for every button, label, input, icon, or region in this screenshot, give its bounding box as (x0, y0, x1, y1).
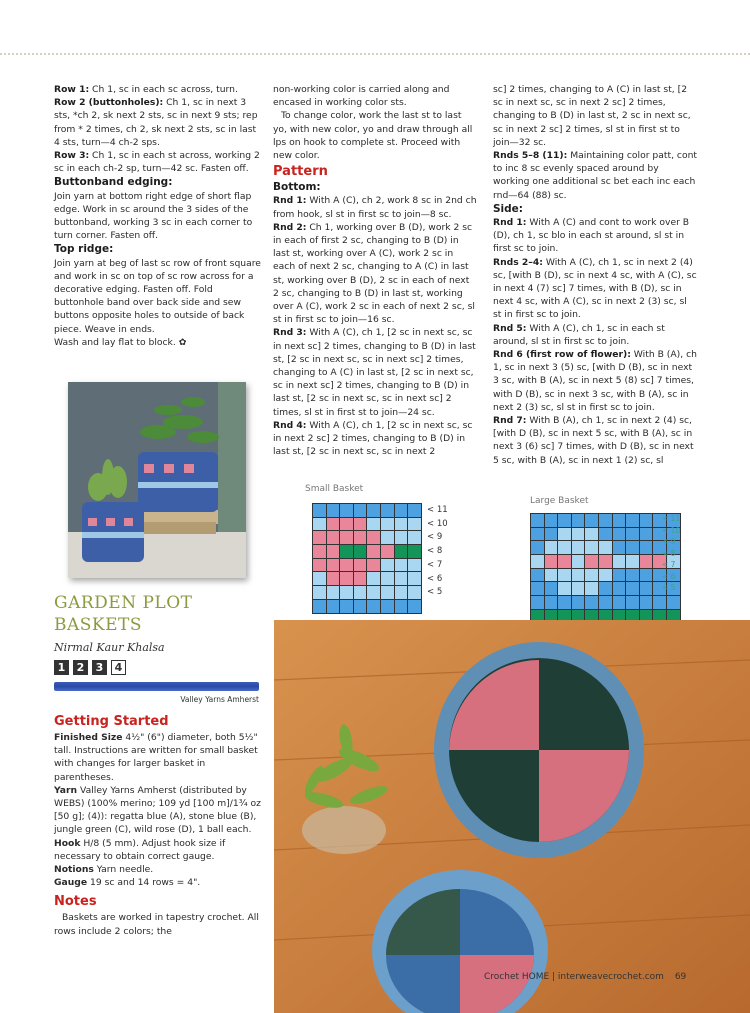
chart-cell (313, 559, 326, 572)
continued-text: sc] 2 times, changing to A (C) in last st, [2 sc in next sc, sc in next 2 sc] 2 times, changing to B (D) in last st, 2 sc in next sc, sc in next 2 sc] 2 times, sl st in first st to join—32 sc. (493, 84, 691, 148)
rnd-1-text: Rnd 1: With A (C), ch 2, work 8 sc in 2nd ch from hook, sl st in first sc to join—8 sc. (273, 195, 477, 220)
chart-cell (367, 600, 380, 613)
chart-cell (327, 545, 340, 558)
chart-cell (572, 541, 585, 554)
chart-cell (395, 572, 408, 585)
chart-cell (599, 514, 612, 527)
top-ridge-text: Join yarn at beg of last sc row of front square and work in sc on top of sc row across for a decorative edging. Fasten off. Fold buttonhole band over back side and sew buttons opposite holes to outside of back piece. Weave in ends. (54, 257, 261, 335)
skill-level-icons (54, 660, 126, 675)
finished-size-text: Finished Size 4½" (6") diameter, both 5½" tall. Instructions are written for small basket with changes for larger basket in parentheses. (54, 732, 258, 783)
chart-cell (667, 596, 680, 609)
chart-row-label: < 8 (427, 546, 443, 557)
chart-cell (313, 531, 326, 544)
chart-cell (531, 596, 544, 609)
chart-cell (340, 572, 353, 585)
column-3 (493, 83, 698, 467)
rnd-4-text: Rnd 4: With A (C), ch 1, [2 sc in next sc, sc in next 2 sc] 2 times, changing to B (D) in last st, [2 sc in next sc, sc in next 2 (273, 419, 473, 458)
chart-cell (327, 572, 340, 585)
chart-row-label: < 5 (427, 587, 443, 598)
chart-cell (381, 531, 394, 544)
rnd-3-text: Rnd 3: With A (C), ch 1, [2 sc in next sc, sc in next sc] 2 times, changing to B (D) in last st, [2 sc in next sc, sc in next sc] 2 times, changing to A (C) in last st, [2 sc in next sc, sc in next sc] 2 times, changing to B (D) in last st, [2 sc in next sc, sc in next sc] 2 times, sl st in first st to join—24 sc. (273, 327, 476, 418)
chart-cell (395, 559, 408, 572)
top-dotted-rule (0, 53, 750, 55)
chart-row-label: < 6 (427, 573, 443, 584)
chart-cell (381, 545, 394, 558)
end-mark-icon: ✿ (178, 336, 187, 348)
gauge-text: Gauge 19 sc and 14 rows = 4". (54, 877, 201, 889)
chart-cell (585, 528, 598, 541)
rnd-2-text: Rnd 2: Ch 1, working over B (D), work 2 sc in each of first 2 sc, changing to B (D) in last st, working over A (C), work 2 sc in each of next 2 sc, changing to A (C) in last st, working over B (D), 2 sc in each of next 2 sc, changing to B (D) in last st, working over A (C), work 2 sc in each of next 2 sc, sl st in first sc to join—16 sc. (273, 221, 475, 326)
chart-cell (558, 528, 571, 541)
chart-row-label: < 9 (427, 532, 443, 543)
notes-text: Baskets are worked in tapestry crochet. All rows include 2 colors; the (54, 912, 259, 937)
chart-cell (626, 541, 639, 554)
row-2-text: Row 2 (buttonholes): Ch 1, sc in next 3 sts, *ch 2, sk next 2 sts, sc in next 9 sts; rep from * 2 times, ch 2, sk next 2 sts, sc in last 4 sts, turn—4 ch-2 sps. (54, 97, 258, 148)
bottom-heading: Bottom: (273, 181, 321, 194)
color-change-text: To change color, work the last st to last yo, with new color, yo and draw through all lps on hook to complete st. Proceed with new color. (273, 110, 473, 162)
chart-cell (613, 596, 626, 609)
chart-cell (531, 528, 544, 541)
chart-cell (640, 582, 653, 595)
chart-cell (545, 541, 558, 554)
chart-cell (626, 528, 639, 541)
chart-cell (408, 572, 421, 585)
top-ridge-heading: Top ridge: (54, 243, 114, 256)
chart-cell (640, 569, 653, 582)
chart-cell (613, 582, 626, 595)
chart-cell (640, 555, 653, 568)
chart-cell (640, 596, 653, 609)
chart-cell (395, 545, 408, 558)
chart-cell (545, 528, 558, 541)
chart-cell (613, 514, 626, 527)
chart-cell (354, 586, 367, 599)
chart-cell (531, 555, 544, 568)
chart-cell (545, 555, 558, 568)
chart-row-label: < 11 (662, 514, 681, 523)
chart-cell (367, 572, 380, 585)
chart-cell (354, 531, 367, 544)
chart-cell (408, 559, 421, 572)
chart-cell (381, 586, 394, 599)
chart-cell (395, 600, 408, 613)
chart-cell (585, 569, 598, 582)
small-basket-row-labels (427, 504, 448, 600)
wash-text: Wash and lay flat to block. ✿ (54, 336, 187, 348)
chart-cell (531, 541, 544, 554)
chart-cell (545, 582, 558, 595)
column-1 (54, 83, 262, 349)
chart-cell (626, 569, 639, 582)
chart-cell (327, 559, 340, 572)
chart-cell (572, 555, 585, 568)
chart-cell (367, 559, 380, 572)
getting-started-section (54, 712, 264, 938)
chart-cell (354, 504, 367, 517)
side-heading: Side: (493, 202, 523, 215)
designer-name: Nirmal Kaur Khalsa (54, 641, 165, 654)
chart-cell (585, 514, 598, 527)
chart-cell (408, 600, 421, 613)
large-basket-row-labels (662, 513, 680, 594)
chart-row-label: < 8 (662, 548, 676, 558)
chart-cell (395, 504, 408, 517)
chart-cell (327, 518, 340, 531)
side-rnd-5-text: Rnd 5: With A (C), ch 1, sc in each st around, sl st in first sc to join. (493, 322, 665, 347)
skill-level-4-icon: 4 (111, 660, 126, 675)
chart-cell (558, 555, 571, 568)
chart-cell (558, 514, 571, 527)
chart-row-label: < 6 (662, 571, 676, 581)
rnds-5-8-text: Rnds 5–8 (11): Maintaining color patt, cont to inc 8 sc evenly spaced around by working one additional sc bet each inc each rnd—64 (88) sc. (493, 150, 698, 201)
side-rnd-6-text: Rnd 6 (first row of flower): With B (A), ch 1, sc in next 3 (5) sc, [with D (B), sc in next 3 sc, with B (A), sc in next 5 (8) sc] 7 times, with D (B), sc in next 3 sc, with B (A), sc in next 2 (3) sc, sl st in first sc to join. (493, 349, 697, 413)
chart-row-label: < 7 (662, 560, 676, 569)
chart-cell (381, 559, 394, 572)
chart-cell (653, 596, 666, 609)
chart-cell (640, 514, 653, 527)
chart-cell (558, 582, 571, 595)
chart-cell (626, 514, 639, 527)
yarn-text: Yarn Valley Yarns Amherst (distributed by WEBS) (100% merino; 109 yd [100 m]/1¾ oz [50 g]; (4)): regatta blue (A), stone blue (B), jungle green (C), wild rose (D), 1 ball each. (54, 784, 261, 836)
chart-cell (313, 504, 326, 517)
chart-cell (313, 600, 326, 613)
chart-cell (558, 596, 571, 609)
notes-heading: Notes (54, 894, 97, 910)
notions-text: Notions Yarn needle. (54, 864, 154, 876)
chart-cell (640, 541, 653, 554)
chart-cell (408, 518, 421, 531)
chart-cell (572, 569, 585, 582)
chart-cell (354, 545, 367, 558)
chart-cell (572, 582, 585, 595)
chart-cell (599, 541, 612, 554)
chart-row-label: < 10 (662, 525, 681, 535)
chart-cell (531, 514, 544, 527)
chart-cell (354, 572, 367, 585)
chart-cell (585, 541, 598, 554)
side-rnds-2-4-text: Rnds 2–4: With A (C), ch 1, sc in next 2 (4) sc, [with B (D), sc in next 4 sc, with A (C), sc in next 4 (7) sc] 7 times, with B (D), sc in next 4 sc, with A (C), sc in next 2 (3) sc, sl st in first sc to join. (493, 256, 697, 321)
pattern-heading: Pattern (273, 164, 328, 180)
chart-cell (408, 586, 421, 599)
chart-cell (626, 596, 639, 609)
chart-cell (340, 559, 353, 572)
chart-cell (340, 504, 353, 517)
buttonband-text: Join yarn at bottom right edge of short flap edge. Work in sc around the 3 sides of the buttonband, working 3 sc in each corner to turn corner. Fasten off. (54, 190, 253, 242)
chart-cell (408, 504, 421, 517)
chart-cell (599, 569, 612, 582)
chart-cell (367, 504, 380, 517)
chart-cell (531, 569, 544, 582)
chart-row-label: < 10 (427, 518, 448, 529)
baskets-on-table-photo (274, 620, 750, 1013)
footer-text: Crochet HOME | interweavecrochet.com (484, 972, 664, 982)
skill-level-1-icon: 1 (54, 660, 69, 675)
chart-cell (572, 528, 585, 541)
page-footer (484, 972, 686, 982)
chart-cell (313, 572, 326, 585)
chart-cell (572, 596, 585, 609)
chart-cell (340, 545, 353, 558)
chart-cell (613, 569, 626, 582)
yarn-swatch (54, 682, 259, 691)
shelf-baskets-photo (68, 382, 246, 578)
chart-cell (340, 518, 353, 531)
chart-cell (381, 518, 394, 531)
chart-cell (313, 545, 326, 558)
chart-cell (367, 586, 380, 599)
chart-row-label: < 11 (427, 505, 448, 515)
chart-cell (340, 600, 353, 613)
chart-cell (340, 586, 353, 599)
chart-cell (585, 555, 598, 568)
column-2 (273, 83, 478, 458)
large-basket-chart (530, 513, 681, 624)
chart-cell (327, 531, 340, 544)
chart-cell (327, 600, 340, 613)
chart-cell (408, 545, 421, 558)
yarn-swatch-label: Valley Yarns Amherst (180, 695, 259, 704)
chart-cell (558, 569, 571, 582)
buttonband-heading: Buttonband edging: (54, 176, 173, 189)
chart-row-label: < 5 (662, 583, 676, 592)
chart-cell (381, 572, 394, 585)
skill-level-2-icon: 2 (73, 660, 88, 675)
small-basket-label: Small Basket (305, 484, 364, 494)
chart-cell (585, 582, 598, 595)
hook-text: Hook H/8 (5 mm). Adjust hook size if necessary to obtain correct gauge. (54, 837, 226, 862)
chart-cell (367, 531, 380, 544)
chart-cell (395, 586, 408, 599)
small-basket-chart (312, 503, 422, 614)
chart-cell (626, 555, 639, 568)
chart-cell (545, 514, 558, 527)
chart-cell (558, 541, 571, 554)
page-number: 69 (674, 972, 687, 982)
chart-cell (395, 518, 408, 531)
chart-cell (395, 531, 408, 544)
chart-cell (599, 528, 612, 541)
chart-cell (367, 518, 380, 531)
chart-cell (327, 504, 340, 517)
chart-cell (327, 586, 340, 599)
chart-cell (354, 600, 367, 613)
large-basket-label: Large Basket (530, 496, 589, 506)
pattern-title: GARDEN PLOT BASKETS (54, 593, 193, 635)
side-rnd-1-text: Rnd 1: With A (C) and cont to work over B (D), ch 1, sc blo in each st around, sl st in first sc to join. (493, 217, 690, 255)
chart-cell (599, 555, 612, 568)
side-rnd-7-text: Rnd 7: With B (A), ch 1, sc in next 2 (4) sc, [with D (B), sc in next 5 sc, with B (A), sc in next 3 (6) sc] 7 times, with D (B), sc in next 5 sc, with B (A), sc in next 1 (2) sc, sl (493, 415, 694, 466)
chart-cell (626, 582, 639, 595)
chart-row-label: < 9 (662, 537, 676, 546)
row-1-text: Row 1: Ch 1, sc in each sc across, turn. (54, 84, 238, 95)
chart-cell (367, 545, 380, 558)
chart-cell (585, 596, 598, 609)
chart-cell (408, 531, 421, 544)
chart-cell (599, 596, 612, 609)
chart-row-label: < 7 (427, 559, 443, 570)
chart-cell (545, 569, 558, 582)
chart-cell (381, 504, 394, 517)
chart-cell (545, 596, 558, 609)
chart-cell (381, 600, 394, 613)
chart-cell (340, 531, 353, 544)
chart-cell (313, 518, 326, 531)
chart-cell (354, 559, 367, 572)
chart-cell (531, 582, 544, 595)
getting-started-heading: Getting Started (54, 714, 169, 729)
chart-cell (613, 555, 626, 568)
intro-text: non-working color is carried along and encased in working color sts. (273, 84, 450, 109)
skill-level-3-icon: 3 (92, 660, 107, 675)
chart-cell (354, 518, 367, 531)
row-3-text: Row 3: Ch 1, sc in each st across, working 2 sc in each ch-2 sp, turn—42 sc. Fasten off. (54, 150, 260, 175)
chart-cell (313, 586, 326, 599)
chart-cell (572, 514, 585, 527)
chart-cell (640, 528, 653, 541)
chart-cell (599, 582, 612, 595)
chart-cell (613, 528, 626, 541)
chart-cell (613, 541, 626, 554)
